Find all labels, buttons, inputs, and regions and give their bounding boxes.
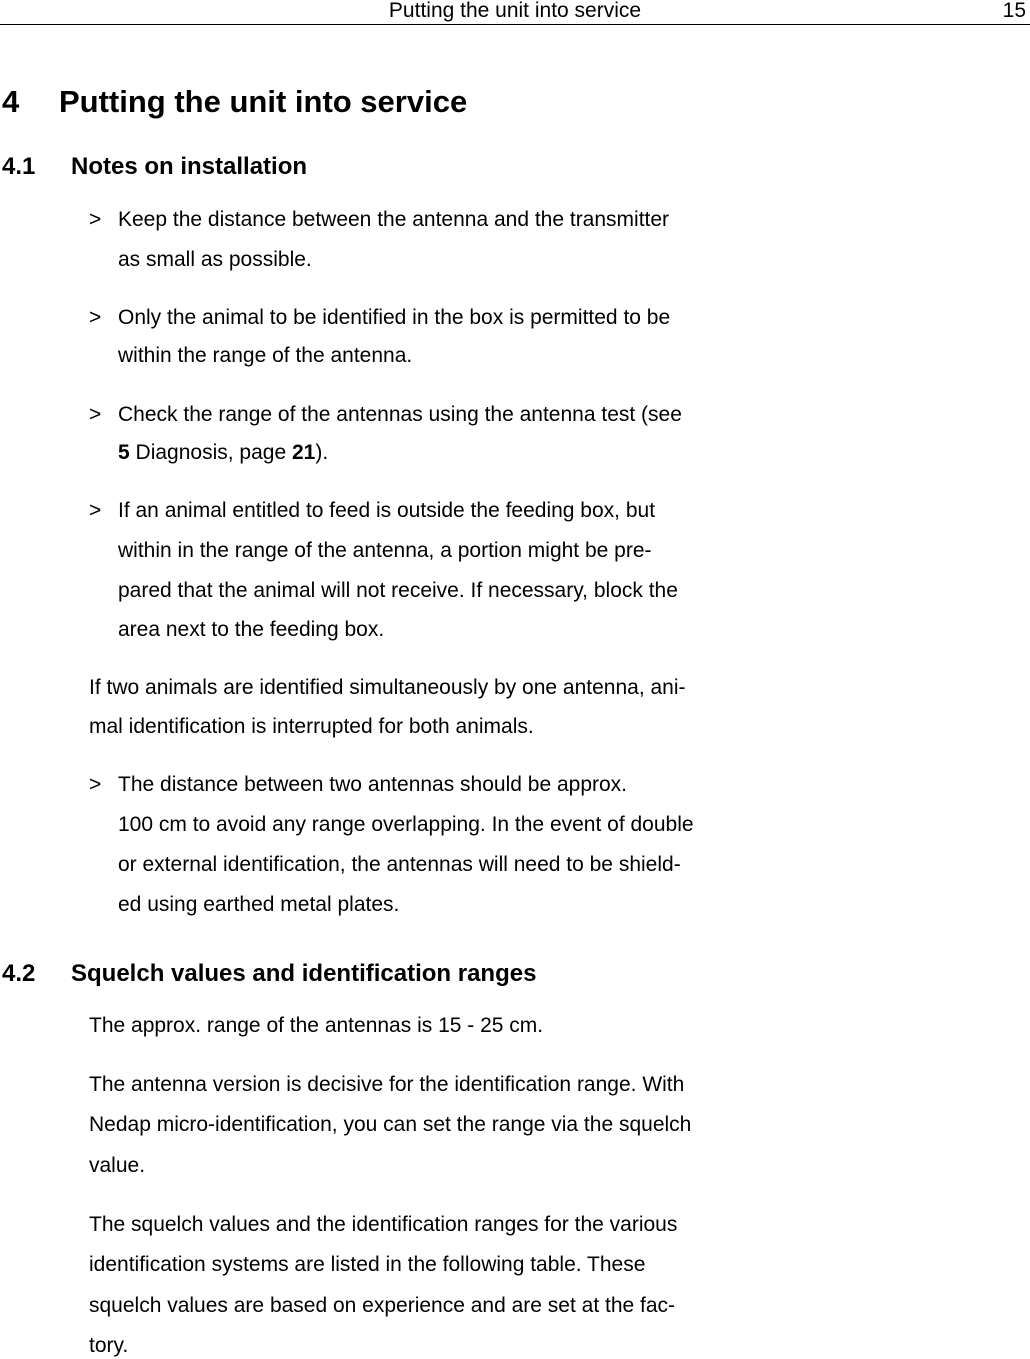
- paragraph-2-line-2: Nedap micro-identification, you can set the range via the squelch: [89, 1113, 692, 1136]
- bullet-3-line-1: Check the range of the antennas using the antenna test (see: [118, 403, 682, 426]
- bullet-marker: >: [89, 208, 102, 231]
- page-number: 15: [1002, 0, 1026, 22]
- running-header-title: Putting the unit into service: [388, 0, 642, 22]
- bullet-1-line-1: Keep the distance between the antenna and the transmitter: [118, 208, 670, 231]
- section-title-4-2: Squelch values and identification ranges: [71, 960, 537, 987]
- bullet-4-line-3: pared that the animal will not receive. If necessary, block the: [118, 579, 678, 602]
- paragraph-2-line-3: value.: [89, 1154, 146, 1177]
- bullet-marker: >: [89, 306, 102, 329]
- bullet-4-line-4: area next to the feeding box.: [118, 618, 385, 641]
- bullet-4-line-2: within in the range of the antenna, a portion might be pre-: [118, 539, 652, 562]
- bullet-1-line-2: as small as possible.: [118, 248, 312, 271]
- bullet-5-line-2: 100 cm to avoid any range overlapping. In the event of double: [118, 813, 694, 836]
- section-number-4-2: 4.2: [2, 960, 36, 987]
- note-line-2: mal identification is interrupted for both animals.: [89, 715, 534, 738]
- paragraph-3-line-3: squelch values are based on experience and are set at the fac-: [89, 1294, 676, 1317]
- bullet-marker: >: [89, 773, 102, 796]
- note-line-1: If two animals are identified simultaneously by one antenna, ani-: [89, 676, 686, 699]
- bullet-marker: >: [89, 403, 102, 426]
- section-number-4-1: 4.1: [2, 153, 36, 180]
- section-title-4-1: Notes on installation: [71, 153, 308, 180]
- paragraph-2-line-1: The antenna version is decisive for the identification range. With: [89, 1073, 685, 1096]
- chapter-title: Putting the unit into service: [59, 84, 468, 119]
- bullet-4-line-1: If an animal entitled to feed is outside the feeding box, but: [118, 499, 656, 522]
- bullet-2-line-1: Only the animal to be identified in the box is permitted to be: [118, 306, 671, 329]
- bullet-2-line-2: within the range of the antenna.: [118, 344, 413, 367]
- bullet-5-line-4: ed using earthed metal plates.: [118, 893, 400, 916]
- bullet-5-line-1: The distance between two antennas should be approx.: [118, 773, 628, 796]
- bullet-3-line-2: 5 Diagnosis, page 21).: [118, 441, 329, 464]
- chapter-number: 4: [2, 84, 20, 119]
- paragraph-3-line-2: identification systems are listed in the following table. These: [89, 1253, 646, 1276]
- running-header: [0, 0, 1030, 25]
- bullet-marker: >: [89, 499, 102, 522]
- cross-reference-page[interactable]: 21: [291, 441, 316, 464]
- cross-reference-chapter[interactable]: 5: [118, 441, 130, 464]
- paragraph-3-line-1: The squelch values and the identification ranges for the various: [89, 1213, 678, 1236]
- paragraph-3-line-4: tory.: [89, 1334, 129, 1357]
- bullet-5-line-3: or external identification, the antennas will need to be shield-: [118, 853, 681, 876]
- paragraph-1-line-1: The approx. range of the antennas is 15 - 25 cm.: [89, 1014, 544, 1037]
